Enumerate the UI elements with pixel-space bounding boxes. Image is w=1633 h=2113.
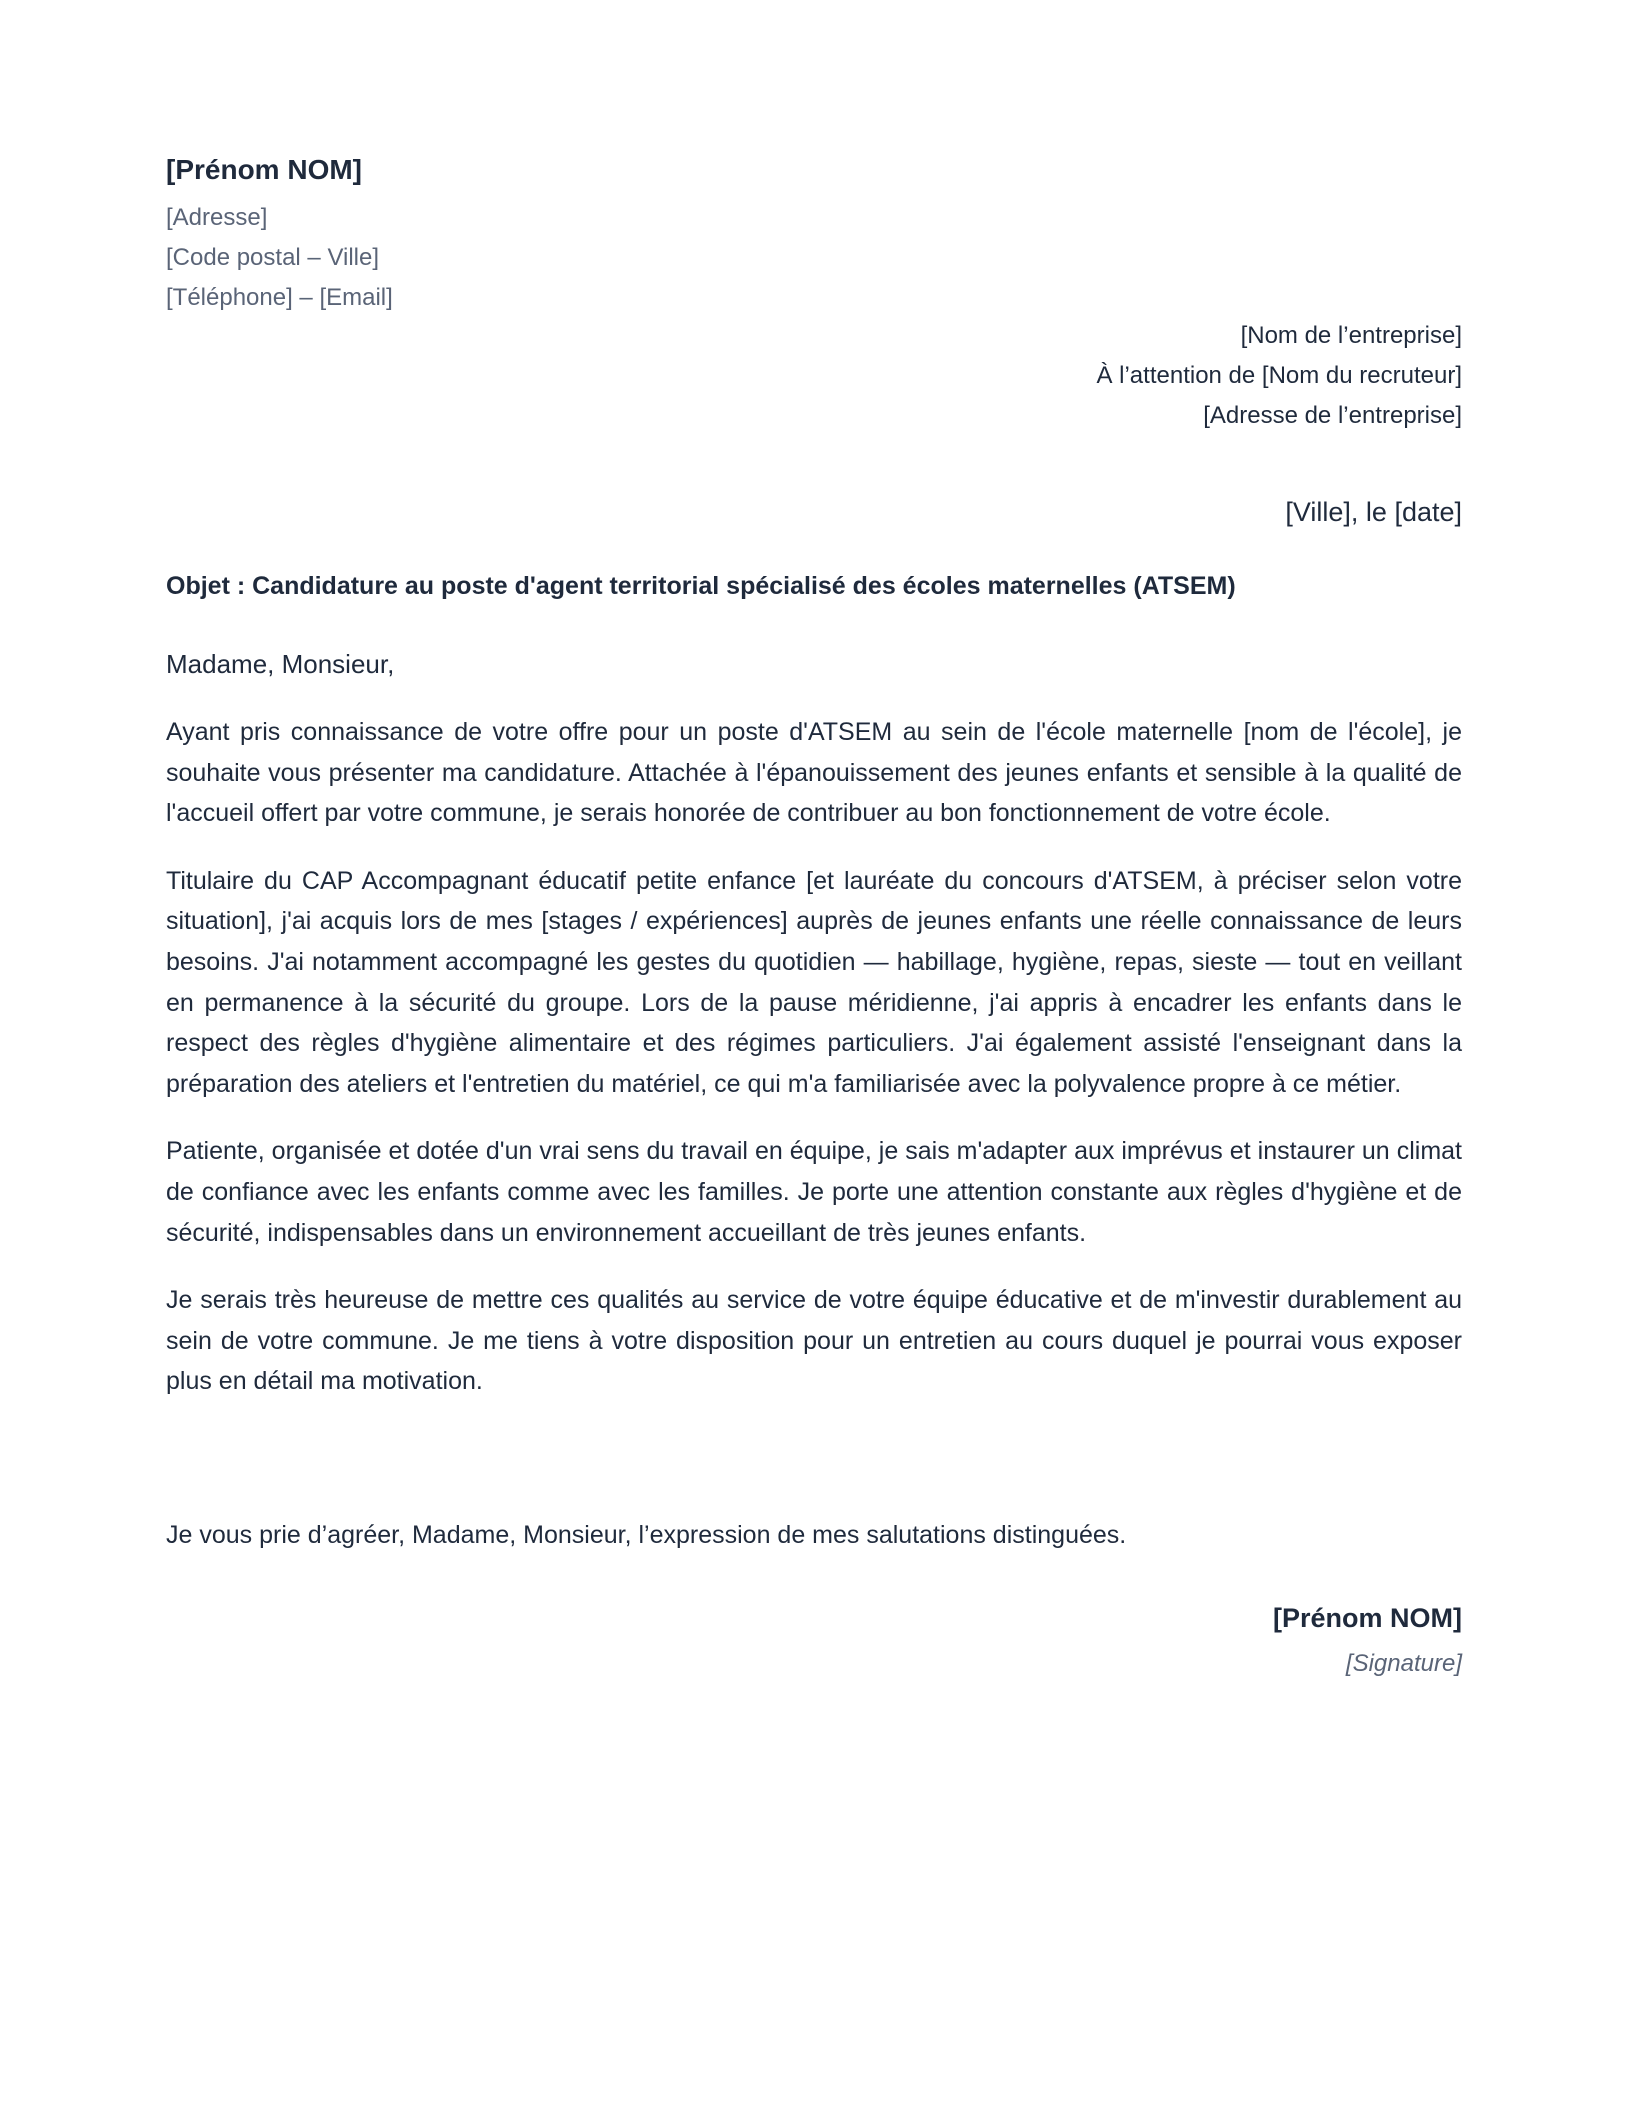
recipient-attention: À l’attention de [Nom du recruteur] [1096,362,1462,389]
recipient-company-address: [Adresse de l’entreprise] [1203,402,1462,429]
letter-subject: Objet : Candidature au poste d'agent territorial spécialisé des écoles maternelles (ATSEM) [166,572,1236,600]
body-paragraph: Ayant pris connaissance de votre offre pour un poste d'ATSEM au sein de l'école maternelle [nom de l'école], je souhaite vous présenter ma candidature. Attachée à l'épanouissement des jeunes enfants et sensible à la qualité de l'accueil offert par votre commune, je serais honorée de contribuer au bon fonctionnement de votre école. [166,718,1462,828]
sender-postal-city: [Code postal – Ville] [166,244,380,271]
recipient-block [1096,316,1462,436]
signature-name: [Prénom NOM] [1273,1603,1462,1633]
letter-body [166,712,1462,1429]
body-paragraph: Je serais très heureuse de mettre ces qualités au service de votre équipe éducative et de m'investir durablement au sein de votre commune. Je me tiens à votre disposition pour un entretien au cours duquel je pourrai vous exposer plus en détail ma motivation. [166,1286,1462,1396]
recipient-company: [Nom de l’entreprise] [1240,322,1462,349]
body-paragraph: Patiente, organisée et dotée d'un vrai sens du travail en équipe, je sais m'adapter aux imprévus et instaurer un climat de confiance avec les enfants comme avec les familles. Je porte une attention constante aux règles d'hygiène et de sécurité, indispensables dans un environnement accueillant de très jeunes enfants. [166,1137,1462,1247]
body-paragraph: Titulaire du CAP Accompagnant éducatif petite enfance [et lauréate du concours d'ATSEM, à préciser selon votre situation], j'ai acquis lors de mes [stages / expériences] auprès de jeunes enfants une réelle connaissance de leurs besoins. J'ai notamment accompagné les gestes du quotidien — habillage, hygiène, repas, sieste — tout en veillant en permanence à la sécurité du groupe. Lors de la pause méridienne, j'ai appris à encadrer les enfants dans le respect des règles d'hygiène alimentaire et des régimes particuliers. J'ai également assisté l'enseignant dans la préparation des ateliers et l'entretien du matériel, ce qui m'a familiarisée avec la polyvalence propre à ce métier. [166,866,1462,1098]
sender-name: [Prénom NOM] [166,154,362,185]
sender-phone-email: [Téléphone] – [Email] [166,284,393,311]
closing-formula: Je vous prie d’agréer, Madame, Monsieur, l’expression de mes salutations distinguées. [166,1521,1127,1549]
sender-contact-block [166,198,393,318]
place-date-line: [Ville], le [date] [1285,497,1462,527]
salutation: Madame, Monsieur, [166,649,395,679]
sender-address: [Adresse] [166,204,268,231]
signature-placeholder: [Signature] [1345,1650,1462,1677]
